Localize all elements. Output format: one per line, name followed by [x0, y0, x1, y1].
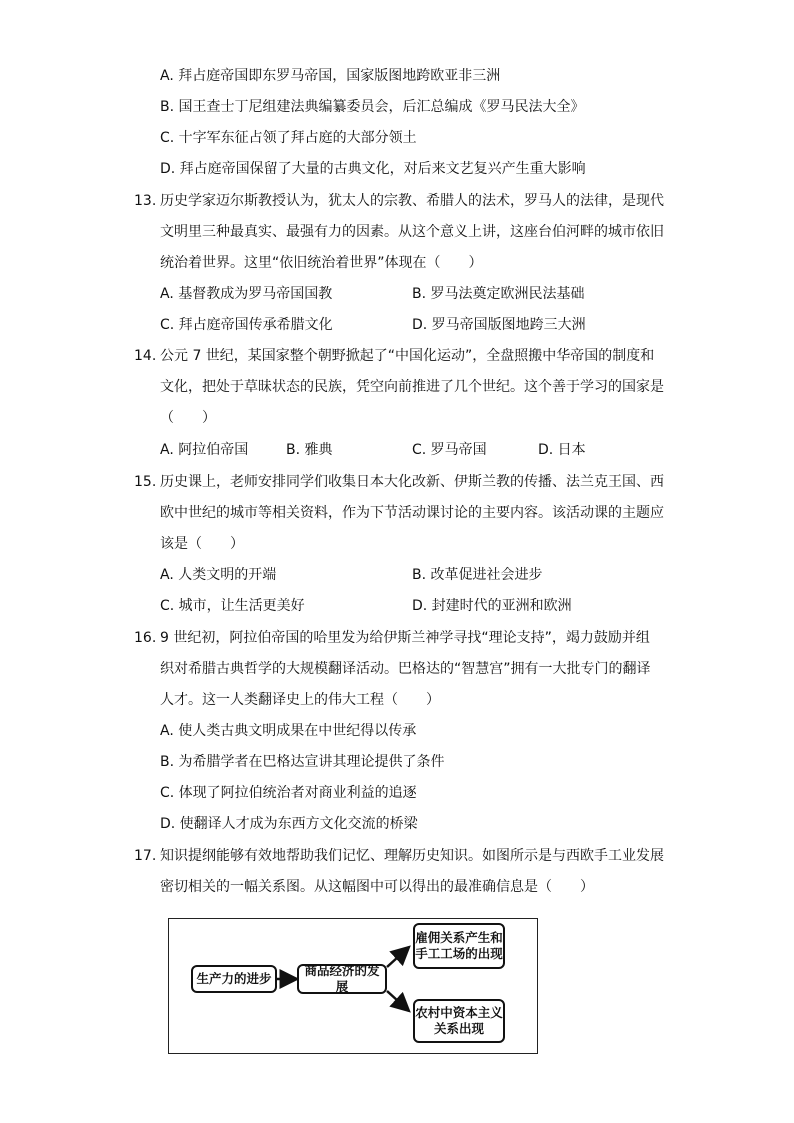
box-productivity-progress-label: 生产力的进步 [196, 971, 272, 986]
q12-option-b: B. 国王查士丁尼组建法典编纂委员会，后汇总编成《罗马民法大全》 [160, 99, 585, 115]
arrow-box2-to-box3 [387, 947, 409, 967]
q15-option-c: C. 城市，让生活更美好 [160, 598, 305, 614]
q14-option-a: A. 阿拉伯帝国 [160, 442, 249, 458]
arrow-box2-to-box4 [387, 991, 409, 1011]
q15-number: 15. [134, 474, 157, 490]
q16-option-d: D. 使翻译人才成为东西方文化交流的桥梁 [160, 816, 418, 832]
box-rural-capitalism-line-2: 关系出现 [433, 1021, 484, 1036]
box-productivity-progress [191, 965, 277, 993]
q16-stem-line-2: 织对希腊古典哲学的大规模翻译活动。巴格达的“智慧宫”拥有一大批专门的翻译 [160, 661, 651, 677]
q16-option-c: C. 体现了阿拉伯统治者对商业利益的追逐 [160, 785, 417, 801]
q12-option-a: A. 拜占庭帝国即东罗马帝国，国家版图地跨欧亚非三洲 [160, 68, 501, 84]
q15-option-d: D. 封建时代的亚洲和欧洲 [412, 598, 572, 614]
q14-option-b: B. 雅典 [286, 442, 333, 458]
relationship-diagram [168, 918, 538, 1054]
q13-stem-line-1: 历史学家迈尔斯教授认为，犹太人的宗教、希腊人的法术，罗马人的法律，是现代 [160, 193, 664, 209]
box-employment-relations-line-2: 手工工场的出现 [415, 946, 503, 961]
box-commodity-economy [297, 964, 387, 994]
q14-option-d: D. 日本 [538, 442, 586, 458]
q13-option-d: D. 罗马帝国版图地跨三大洲 [412, 317, 586, 333]
box-rural-capitalism [413, 999, 505, 1043]
q13-number: 13. [134, 193, 157, 209]
q13-stem-line-3: 统治着世界。这里“依旧统治着世界”体现在（ ） [160, 255, 483, 271]
q17-stem-line-2: 密切相关的一幅关系图。从这幅图中可以得出的最准确信息是（ ） [160, 879, 594, 895]
q16-option-b: B. 为希腊学者在巴格达宣讲其理论提供了条件 [160, 754, 445, 770]
q16-stem-line-3: 人才。这一人类翻译史上的伟大工程（ ） [160, 692, 440, 708]
box-rural-capitalism-line-1: 农村中资本主义 [415, 1005, 503, 1020]
q15-option-a: A. 人类文明的开端 [160, 567, 277, 583]
q16-number: 16. [134, 630, 157, 646]
q15-option-b: B. 改革促进社会进步 [412, 567, 543, 583]
q17-stem-line-1: 知识提纲能够有效地帮助我们记忆、理解历史知识。如图所示是与西欧手工业发展 [160, 848, 664, 864]
box-commodity-economy-label: 商品经济的发展 [304, 963, 380, 994]
q12-option-c: C. 十字军东征占领了拜占庭的大部分领土 [160, 130, 417, 146]
q16-stem-line-1: 9 世纪初，阿拉伯帝国的哈里发为给伊斯兰神学寻找“理论支持”，竭力鼓励并组 [160, 630, 650, 646]
q14-stem-line-1: 公元 7 世纪，某国家整个朝野掀起了“中国化运动”，全盘照搬中华帝国的制度和 [160, 348, 655, 364]
q13-option-a: A. 基督教成为罗马帝国国教 [160, 286, 333, 302]
q14-stem-line-2: 文化，把处于草昧状态的民族，凭空向前推进了几个世纪。这个善于学习的国家是 [160, 379, 664, 395]
q16-option-a: A. 使人类古典文明成果在中世纪得以传承 [160, 723, 417, 739]
q13-stem-line-2: 文明里三种最真实、最强有力的因素。从这个意义上讲，这座台伯河畔的城市依旧 [160, 224, 664, 240]
q17-number: 17. [134, 848, 157, 864]
q15-stem-line-1: 历史课上，老师安排同学们收集日本大化改新、伊斯兰教的传播、法兰克王国、西 [160, 474, 664, 490]
box-employment-relations [413, 923, 505, 969]
q14-option-c: C. 罗马帝国 [412, 442, 487, 458]
q14-number: 14. [134, 348, 157, 364]
q13-option-c: C. 拜占庭帝国传承希腊文化 [160, 317, 333, 333]
box-employment-relations-line-1: 雇佣关系产生和 [415, 930, 503, 945]
q15-stem-line-3: 该是（ ） [160, 536, 244, 552]
q15-stem-line-2: 欧中世纪的城市等相关资料，作为下节活动课讨论的主要内容。该活动课的主题应 [160, 505, 664, 521]
q12-option-d: D. 拜占庭帝国保留了大量的古典文化，对后来文艺复兴产生重大影响 [160, 161, 586, 177]
q13-option-b: B. 罗马法奠定欧洲民法基础 [412, 286, 585, 302]
q14-stem-line-3: （ ） [160, 410, 216, 426]
